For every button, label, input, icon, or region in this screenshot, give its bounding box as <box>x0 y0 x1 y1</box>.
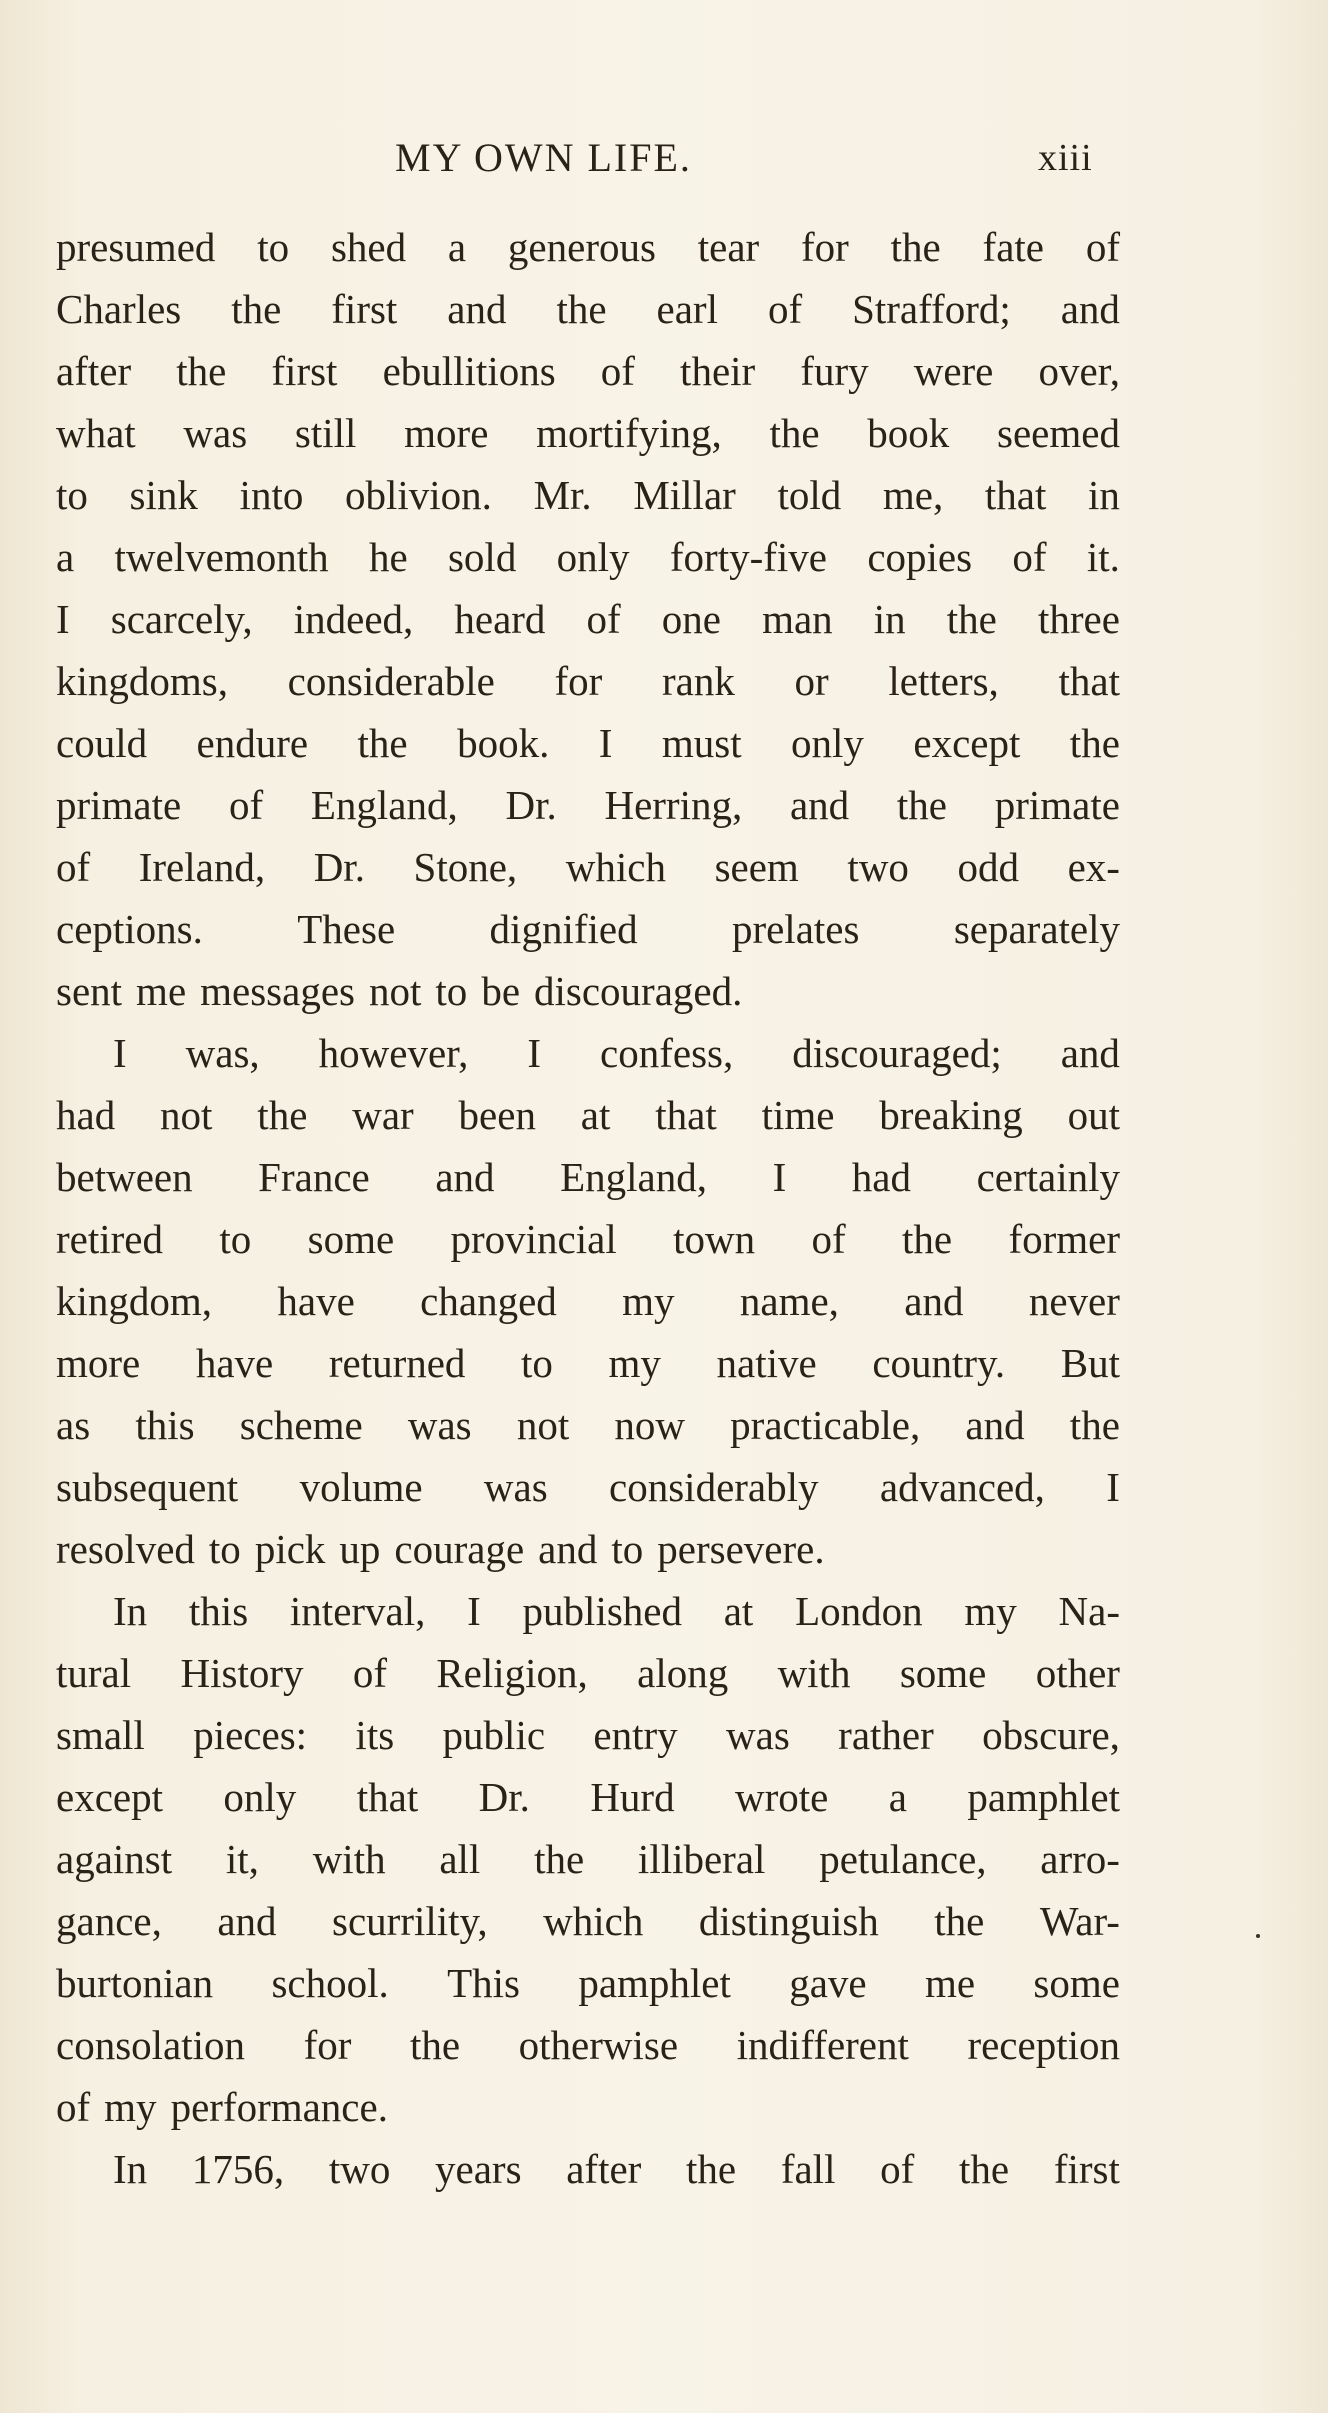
text-line <box>56 340 1120 402</box>
word: considerable <box>287 658 495 704</box>
word: and <box>1060 1030 1120 1076</box>
word: at <box>580 1092 611 1138</box>
word: of <box>352 1650 387 1696</box>
word: my <box>622 1278 675 1324</box>
word: more <box>404 410 489 456</box>
word: presumed <box>56 224 216 270</box>
word: I <box>1106 1464 1120 1510</box>
word: of <box>880 2146 915 2192</box>
word: seem <box>714 844 799 890</box>
word: tear <box>697 224 760 270</box>
word: that <box>984 472 1047 518</box>
word: petulance, <box>819 1836 987 1882</box>
word: one <box>661 596 721 642</box>
word: man <box>762 596 833 642</box>
word: into <box>239 472 304 518</box>
word: had <box>851 1154 911 1200</box>
word: subsequent <box>56 1464 239 1510</box>
word: book. <box>457 720 550 766</box>
text-line <box>56 1332 1120 1394</box>
word: Charles <box>56 286 182 332</box>
word: that <box>1058 658 1120 704</box>
word: Herring, <box>604 782 743 828</box>
word: two <box>847 844 909 890</box>
word: dignified <box>489 906 638 952</box>
word: more <box>56 1340 141 1386</box>
word: except <box>913 720 1021 766</box>
word: published <box>522 1588 682 1634</box>
word: me <box>136 968 187 1014</box>
word: told <box>777 472 842 518</box>
word: endure <box>196 720 309 766</box>
word: and <box>435 1154 495 1200</box>
word: I <box>598 720 613 766</box>
word: pamphlet <box>578 1960 731 2006</box>
word: sold <box>447 534 517 580</box>
word: country. <box>872 1340 1006 1386</box>
word: was <box>407 1402 472 1448</box>
word: be <box>481 968 521 1014</box>
word: have <box>195 1340 274 1386</box>
word: provincial <box>450 1216 617 1262</box>
word: distinguish <box>698 1898 879 1944</box>
word: generous <box>507 224 656 270</box>
text-line <box>56 1766 1120 1828</box>
word: time <box>761 1092 835 1138</box>
word: small <box>56 1712 145 1758</box>
text-line <box>56 1642 1120 1704</box>
word: the <box>257 1092 308 1138</box>
word: ceptions. <box>56 906 203 952</box>
text-line <box>56 1890 1120 1952</box>
word: not <box>516 1402 570 1448</box>
word: fury <box>800 348 869 394</box>
word: it, <box>225 1836 259 1882</box>
word: History <box>180 1650 304 1696</box>
word: performance. <box>170 2084 388 2130</box>
word: with <box>777 1650 851 1696</box>
word: But <box>1060 1340 1120 1386</box>
word: discouraged. <box>534 968 743 1014</box>
word: returned <box>328 1340 466 1386</box>
word: years <box>435 2146 522 2192</box>
word: the <box>959 2146 1010 2192</box>
word: pick <box>254 1526 326 1572</box>
word: all <box>439 1836 481 1882</box>
word: of <box>811 1216 846 1262</box>
word: not <box>369 968 422 1014</box>
word: of <box>56 2084 91 2130</box>
word: some <box>1033 1960 1120 2006</box>
word: rather <box>838 1712 934 1758</box>
word: indeed, <box>293 596 414 642</box>
word: confess, <box>600 1030 734 1076</box>
word: only <box>223 1774 297 1820</box>
word: In <box>113 2146 148 2192</box>
word: were <box>913 348 994 394</box>
word: to <box>219 1216 252 1262</box>
text-line <box>56 898 1120 960</box>
word: wrote <box>735 1774 829 1820</box>
word: rank <box>662 658 735 704</box>
word: as <box>56 1402 91 1448</box>
word: only <box>791 720 864 766</box>
word: was <box>483 1464 548 1510</box>
text-line <box>56 588 1120 650</box>
text-line <box>56 1208 1120 1270</box>
word: prelates <box>731 906 860 952</box>
word: heard <box>454 596 546 642</box>
word: some <box>899 1650 987 1696</box>
word: England, <box>560 1154 707 1200</box>
word: some <box>307 1216 395 1262</box>
word: a <box>888 1774 907 1820</box>
text-line <box>56 278 1120 340</box>
running-head <box>0 128 1328 188</box>
word: war <box>352 1092 414 1138</box>
word: first <box>331 286 398 332</box>
word: book <box>867 410 950 456</box>
word: obscure, <box>982 1712 1120 1758</box>
word: the <box>409 2022 461 2068</box>
word: over, <box>1038 348 1120 394</box>
word: advanced, <box>879 1464 1045 1510</box>
text-line <box>56 1580 1120 1642</box>
word: that <box>655 1092 717 1138</box>
text-line <box>56 774 1120 836</box>
word: my <box>104 2084 157 2130</box>
word: copies <box>867 534 973 580</box>
text-line <box>56 1084 1120 1146</box>
word: 1756, <box>191 2146 285 2192</box>
text-line <box>56 650 1120 712</box>
word: Mr. <box>533 472 592 518</box>
text-line <box>56 1022 1120 1084</box>
text-line <box>56 1456 1120 1518</box>
word: for <box>801 224 849 270</box>
word: it. <box>1086 534 1120 580</box>
page-number: xiii <box>1038 137 1093 179</box>
word: other <box>1035 1650 1120 1696</box>
word: the <box>896 782 947 828</box>
word: the <box>890 224 941 270</box>
word: native <box>716 1340 817 1386</box>
word: France <box>258 1154 370 1200</box>
word: of <box>767 286 803 332</box>
word: out <box>1067 1092 1120 1138</box>
text-line <box>56 1394 1120 1456</box>
word: considerably <box>609 1464 819 1510</box>
word: arro- <box>1040 1836 1120 1882</box>
word: entry <box>593 1712 678 1758</box>
word: school. <box>271 1960 389 2006</box>
word: or <box>794 658 829 704</box>
text-line <box>56 1828 1120 1890</box>
word: tural <box>56 1650 132 1696</box>
word: oblivion. <box>344 472 492 518</box>
word: letters, <box>888 658 999 704</box>
word: In <box>113 1588 148 1634</box>
word: earl <box>656 286 718 332</box>
word: fate <box>982 224 1044 270</box>
word: practicable, <box>730 1402 921 1448</box>
word: me <box>924 1960 976 2006</box>
text-line <box>56 1270 1120 1332</box>
word: Dr. <box>478 1774 530 1820</box>
word: however, <box>318 1030 469 1076</box>
text-line <box>56 402 1120 464</box>
word: Dr. <box>313 844 365 890</box>
text-line <box>56 2076 1120 2138</box>
word: of <box>1085 224 1120 270</box>
word: only <box>556 534 630 580</box>
word: Na- <box>1058 1588 1120 1634</box>
word: of <box>600 348 635 394</box>
word: the <box>934 1898 985 1944</box>
word: fall <box>780 2146 836 2192</box>
word: between <box>56 1154 193 1200</box>
word: I <box>56 596 70 642</box>
word: Ireland, <box>138 844 266 890</box>
word: the <box>901 1216 953 1262</box>
word: I <box>467 1588 481 1634</box>
word: and <box>217 1898 277 1944</box>
running-title: MY OWN LIFE. <box>395 135 692 180</box>
word: scarcely, <box>110 596 253 642</box>
text-line <box>56 216 1120 278</box>
word: up <box>339 1526 381 1572</box>
word: courage <box>394 1526 525 1572</box>
word: interval, <box>289 1588 426 1634</box>
word: England, <box>310 782 458 828</box>
word: a <box>56 534 75 580</box>
word: consolation <box>56 2022 246 2068</box>
word: of <box>56 844 91 890</box>
word: in <box>1087 472 1120 518</box>
word: of <box>1012 534 1047 580</box>
word: indifferent <box>736 2022 909 2068</box>
word: I <box>527 1030 542 1076</box>
word: ebullitions <box>382 348 556 394</box>
word: and <box>1060 286 1120 332</box>
text-line <box>56 1704 1120 1766</box>
word: public <box>442 1712 546 1758</box>
text-line <box>56 1146 1120 1208</box>
word: former <box>1008 1216 1120 1262</box>
ink-speck <box>1256 1934 1260 1938</box>
word: to <box>257 224 290 270</box>
word: still <box>294 410 357 456</box>
word: the <box>1069 720 1120 766</box>
word: sink <box>129 472 198 518</box>
word: first <box>1053 2146 1120 2192</box>
word: persevere. <box>657 1526 825 1572</box>
word: was, <box>185 1030 260 1076</box>
text-line <box>56 526 1120 588</box>
word: seemed <box>997 410 1120 456</box>
word: the <box>556 286 607 332</box>
word: These <box>297 906 396 952</box>
word: which <box>543 1898 644 1944</box>
word: messages <box>200 968 355 1014</box>
word: the <box>231 286 282 332</box>
word: forty-five <box>669 534 827 580</box>
word: along <box>637 1650 729 1696</box>
word: I <box>772 1154 787 1200</box>
word: burtonian <box>56 1960 214 2006</box>
word: with <box>312 1836 386 1882</box>
text-line <box>56 2014 1120 2076</box>
word: was <box>726 1712 790 1758</box>
word: after <box>566 2146 642 2192</box>
text-line <box>56 2138 1120 2200</box>
word: Dr. <box>505 782 557 828</box>
word: the <box>686 2146 737 2192</box>
word: its <box>355 1712 395 1758</box>
word: the <box>946 596 997 642</box>
text-line <box>56 464 1120 526</box>
word: name, <box>739 1278 839 1324</box>
word: two <box>328 2146 391 2192</box>
word: London <box>795 1588 923 1634</box>
body-text <box>56 216 1120 2200</box>
word: which <box>565 844 666 890</box>
word: certainly <box>976 1154 1120 1200</box>
word: This <box>447 1960 520 2006</box>
word: never <box>1028 1278 1120 1324</box>
word: and <box>447 286 507 332</box>
word: Religion, <box>436 1650 588 1696</box>
word: to <box>611 1526 644 1572</box>
word: resolved <box>56 1526 195 1572</box>
word: and <box>965 1402 1025 1448</box>
word: shed <box>330 224 407 270</box>
word: kingdom, <box>56 1278 213 1324</box>
word: twelvemonth <box>114 534 329 580</box>
word: primate <box>56 782 182 828</box>
word: the <box>1069 1402 1120 1448</box>
word: Millar <box>633 472 736 518</box>
word: ex- <box>1067 844 1120 890</box>
word: not <box>160 1092 213 1138</box>
word: scurrility, <box>332 1898 488 1944</box>
text-line <box>56 960 1120 1022</box>
word: to <box>435 968 468 1014</box>
word: pamphlet <box>967 1774 1120 1820</box>
word: the <box>769 410 820 456</box>
text-line <box>56 712 1120 774</box>
word: my <box>964 1588 1017 1634</box>
word: and <box>538 1526 598 1572</box>
word: kingdoms, <box>56 658 228 704</box>
word: except <box>56 1774 163 1820</box>
word: a <box>447 224 467 270</box>
word: me, <box>882 472 944 518</box>
word: have <box>277 1278 355 1324</box>
word: Hurd <box>590 1774 675 1820</box>
word: could <box>56 720 148 766</box>
word: this <box>135 1402 195 1448</box>
word: and <box>789 782 850 828</box>
word: after <box>56 348 132 394</box>
word: the <box>357 720 408 766</box>
word: gance, <box>56 1898 162 1944</box>
word: against <box>56 1836 173 1882</box>
word: changed <box>420 1278 557 1324</box>
word: the <box>176 348 227 394</box>
word: pieces: <box>193 1712 308 1758</box>
word: for <box>303 2022 352 2068</box>
word: must <box>661 720 742 766</box>
word: odd <box>957 844 1020 890</box>
word: my <box>608 1340 661 1386</box>
word: three <box>1037 596 1120 642</box>
word: of <box>228 782 264 828</box>
word: I <box>113 1030 127 1076</box>
word: and <box>904 1278 964 1324</box>
word: he <box>368 534 408 580</box>
word: gave <box>789 1960 867 2006</box>
word: sent <box>56 968 123 1014</box>
word: Stone, <box>413 844 518 890</box>
text-line <box>56 1952 1120 2014</box>
word: the <box>534 1836 585 1882</box>
word: had <box>56 1092 116 1138</box>
word: scheme <box>239 1402 363 1448</box>
word: first <box>271 348 338 394</box>
word: discouraged; <box>792 1030 1002 1076</box>
word: their <box>680 348 756 394</box>
word: town <box>673 1216 756 1262</box>
word: was <box>183 410 248 456</box>
word: to <box>521 1340 553 1386</box>
word: for <box>554 658 603 704</box>
word: this <box>188 1588 249 1634</box>
word: now <box>614 1402 685 1448</box>
word: primate <box>994 782 1120 828</box>
word: that <box>356 1774 419 1820</box>
word: to <box>208 1526 241 1572</box>
word: mortifying, <box>536 410 722 456</box>
word: in <box>873 596 906 642</box>
word: retired <box>56 1216 163 1262</box>
word: Strafford; <box>852 286 1011 332</box>
word: volume <box>299 1464 423 1510</box>
word: War- <box>1039 1898 1120 1944</box>
word: separately <box>953 906 1120 952</box>
word: what <box>56 410 136 456</box>
text-line <box>56 1518 1120 1580</box>
word: breaking <box>879 1092 1023 1138</box>
word: to <box>56 472 88 518</box>
word: reception <box>967 2022 1120 2068</box>
text-line <box>56 836 1120 898</box>
word: at <box>723 1588 754 1634</box>
word: otherwise <box>518 2022 679 2068</box>
word: been <box>458 1092 536 1138</box>
word: illiberal <box>637 1836 766 1882</box>
word: of <box>586 596 621 642</box>
